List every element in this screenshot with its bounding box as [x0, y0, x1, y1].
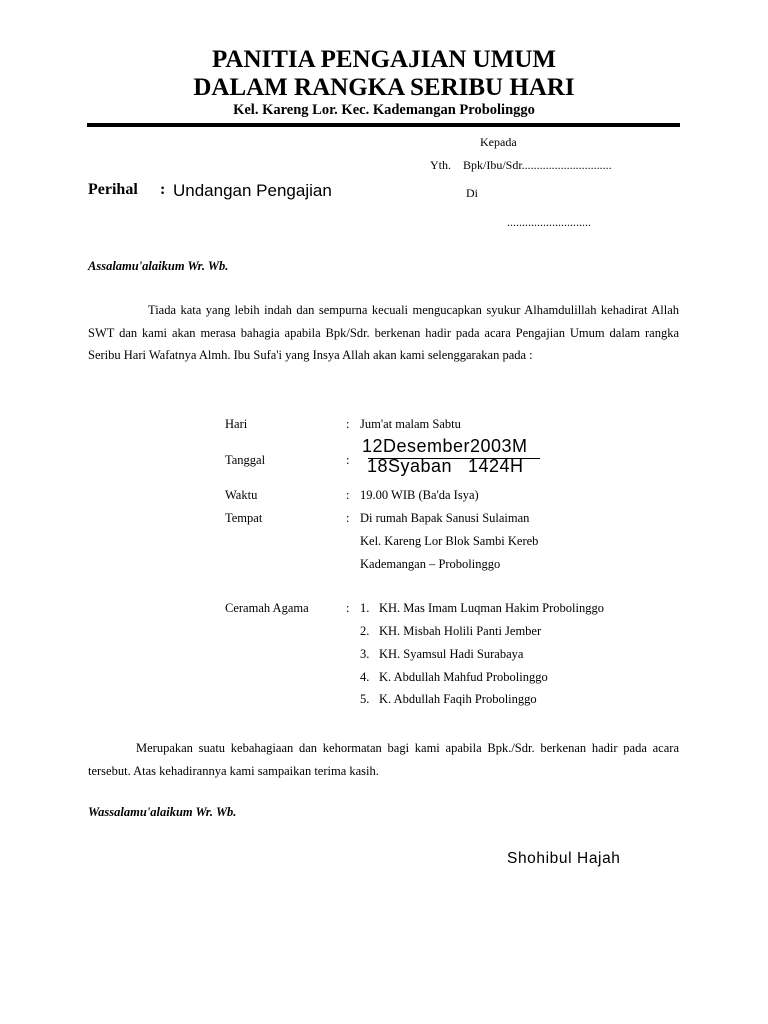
speaker-number: 5.	[360, 692, 370, 706]
body-paragraph-2-text: Merupakan suatu kebahagiaan dan kehormatan bagi kami apabila Bpk./Sdr. berkenan hadir pada acara tersebut. Atas kehadirannya kami sampaikan terima kasih.	[88, 741, 679, 778]
signature: Shohibul Hajah	[507, 850, 621, 867]
tanggal-hijri-day-month: 18Syaban	[367, 456, 453, 476]
waktu-value: 19.00 WIB (Ba'da Isya)	[360, 488, 479, 502]
speaker-name: K. Abdullah Mahfud Probolinggo	[379, 670, 548, 684]
tempat-line-1: Di rumah Bapak Sanusi Sulaiman	[360, 511, 530, 525]
closing: Wassalamu'alaikum Wr. Wb.	[88, 805, 237, 819]
speaker-name: KH. Misbah Holili Panti Jember	[379, 624, 542, 638]
body-paragraph-1	[88, 299, 679, 367]
tanggal-label: Tanggal	[225, 453, 266, 467]
perihal-colon: :	[160, 181, 166, 198]
ceramah-label: Ceramah Agama	[225, 601, 309, 615]
body-paragraph-2	[88, 737, 679, 782]
perihal-label	[88, 181, 138, 199]
tanggal-year: 2003M	[470, 436, 528, 456]
hari-value: Jum'at malam Sabtu	[360, 417, 461, 431]
tempat-line-3: Kademangan – Probolinggo	[360, 557, 501, 571]
recipient-dots: ............................	[507, 215, 591, 229]
perihal-label-text: Perihal	[88, 181, 138, 198]
waktu-label: Waktu	[225, 488, 258, 502]
greeting: Assalamu'alaikum Wr. Wb.	[88, 259, 229, 273]
speaker-number: 1.	[360, 601, 370, 615]
hari-label: Hari	[225, 417, 248, 431]
recipient-di: Di	[466, 186, 478, 200]
header-address: Kel. Kareng Lor. Kec. Kademangan Probolinggo	[233, 102, 535, 118]
header-line1: PANITIA PENGAJIAN UMUM	[212, 46, 556, 73]
hari-colon: :	[346, 417, 350, 431]
header-divider	[87, 123, 680, 127]
ceramah-colon: :	[346, 601, 350, 615]
waktu-colon: :	[346, 488, 350, 502]
tempat-line-2: Kel. Kareng Lor Blok Sambi Kereb	[360, 534, 539, 548]
recipient-yth-value: Bpk/Ibu/Sdr..............................	[463, 158, 612, 172]
speaker-name: K. Abdullah Faqih Probolinggo	[379, 692, 537, 706]
body-paragraph-1-text: Tiada kata yang lebih indah dan sempurna kecuali mengucapkan syukur Alhamdulillah kehadirat Allah SWT dan kami akan merasa bahagia apabila Bpk/Sdr. berkenan hadir pada acara Pengajian Umum dalam rangka Seribu Hari Wafatnya Almh. Ibu Sufa'i yang Insya Allah akan kami selenggarakan pada :	[88, 303, 679, 363]
speaker-name: KH. Mas Imam Luqman Hakim Probolinggo	[379, 601, 604, 615]
recipient-kepada: Kepada	[480, 135, 517, 149]
speaker-number: 2.	[360, 624, 370, 638]
tempat-colon: :	[346, 511, 350, 525]
tanggal-hijri-year: 1424H	[468, 456, 524, 476]
tanggal-day-month: 12Desember	[362, 436, 471, 456]
speaker-number: 3.	[360, 647, 370, 661]
speaker-name: KH. Syamsul Hadi Surabaya	[379, 647, 524, 661]
perihal-value: Undangan Pengajian	[173, 181, 332, 200]
header-line2: DALAM RANGKA SERIBU HARI	[193, 74, 575, 101]
tanggal-colon: :	[346, 453, 350, 467]
tanggal-value	[362, 436, 552, 478]
recipient-yth-label: Yth.	[430, 158, 451, 172]
tempat-label: Tempat	[225, 511, 263, 525]
speaker-number: 4.	[360, 670, 370, 684]
